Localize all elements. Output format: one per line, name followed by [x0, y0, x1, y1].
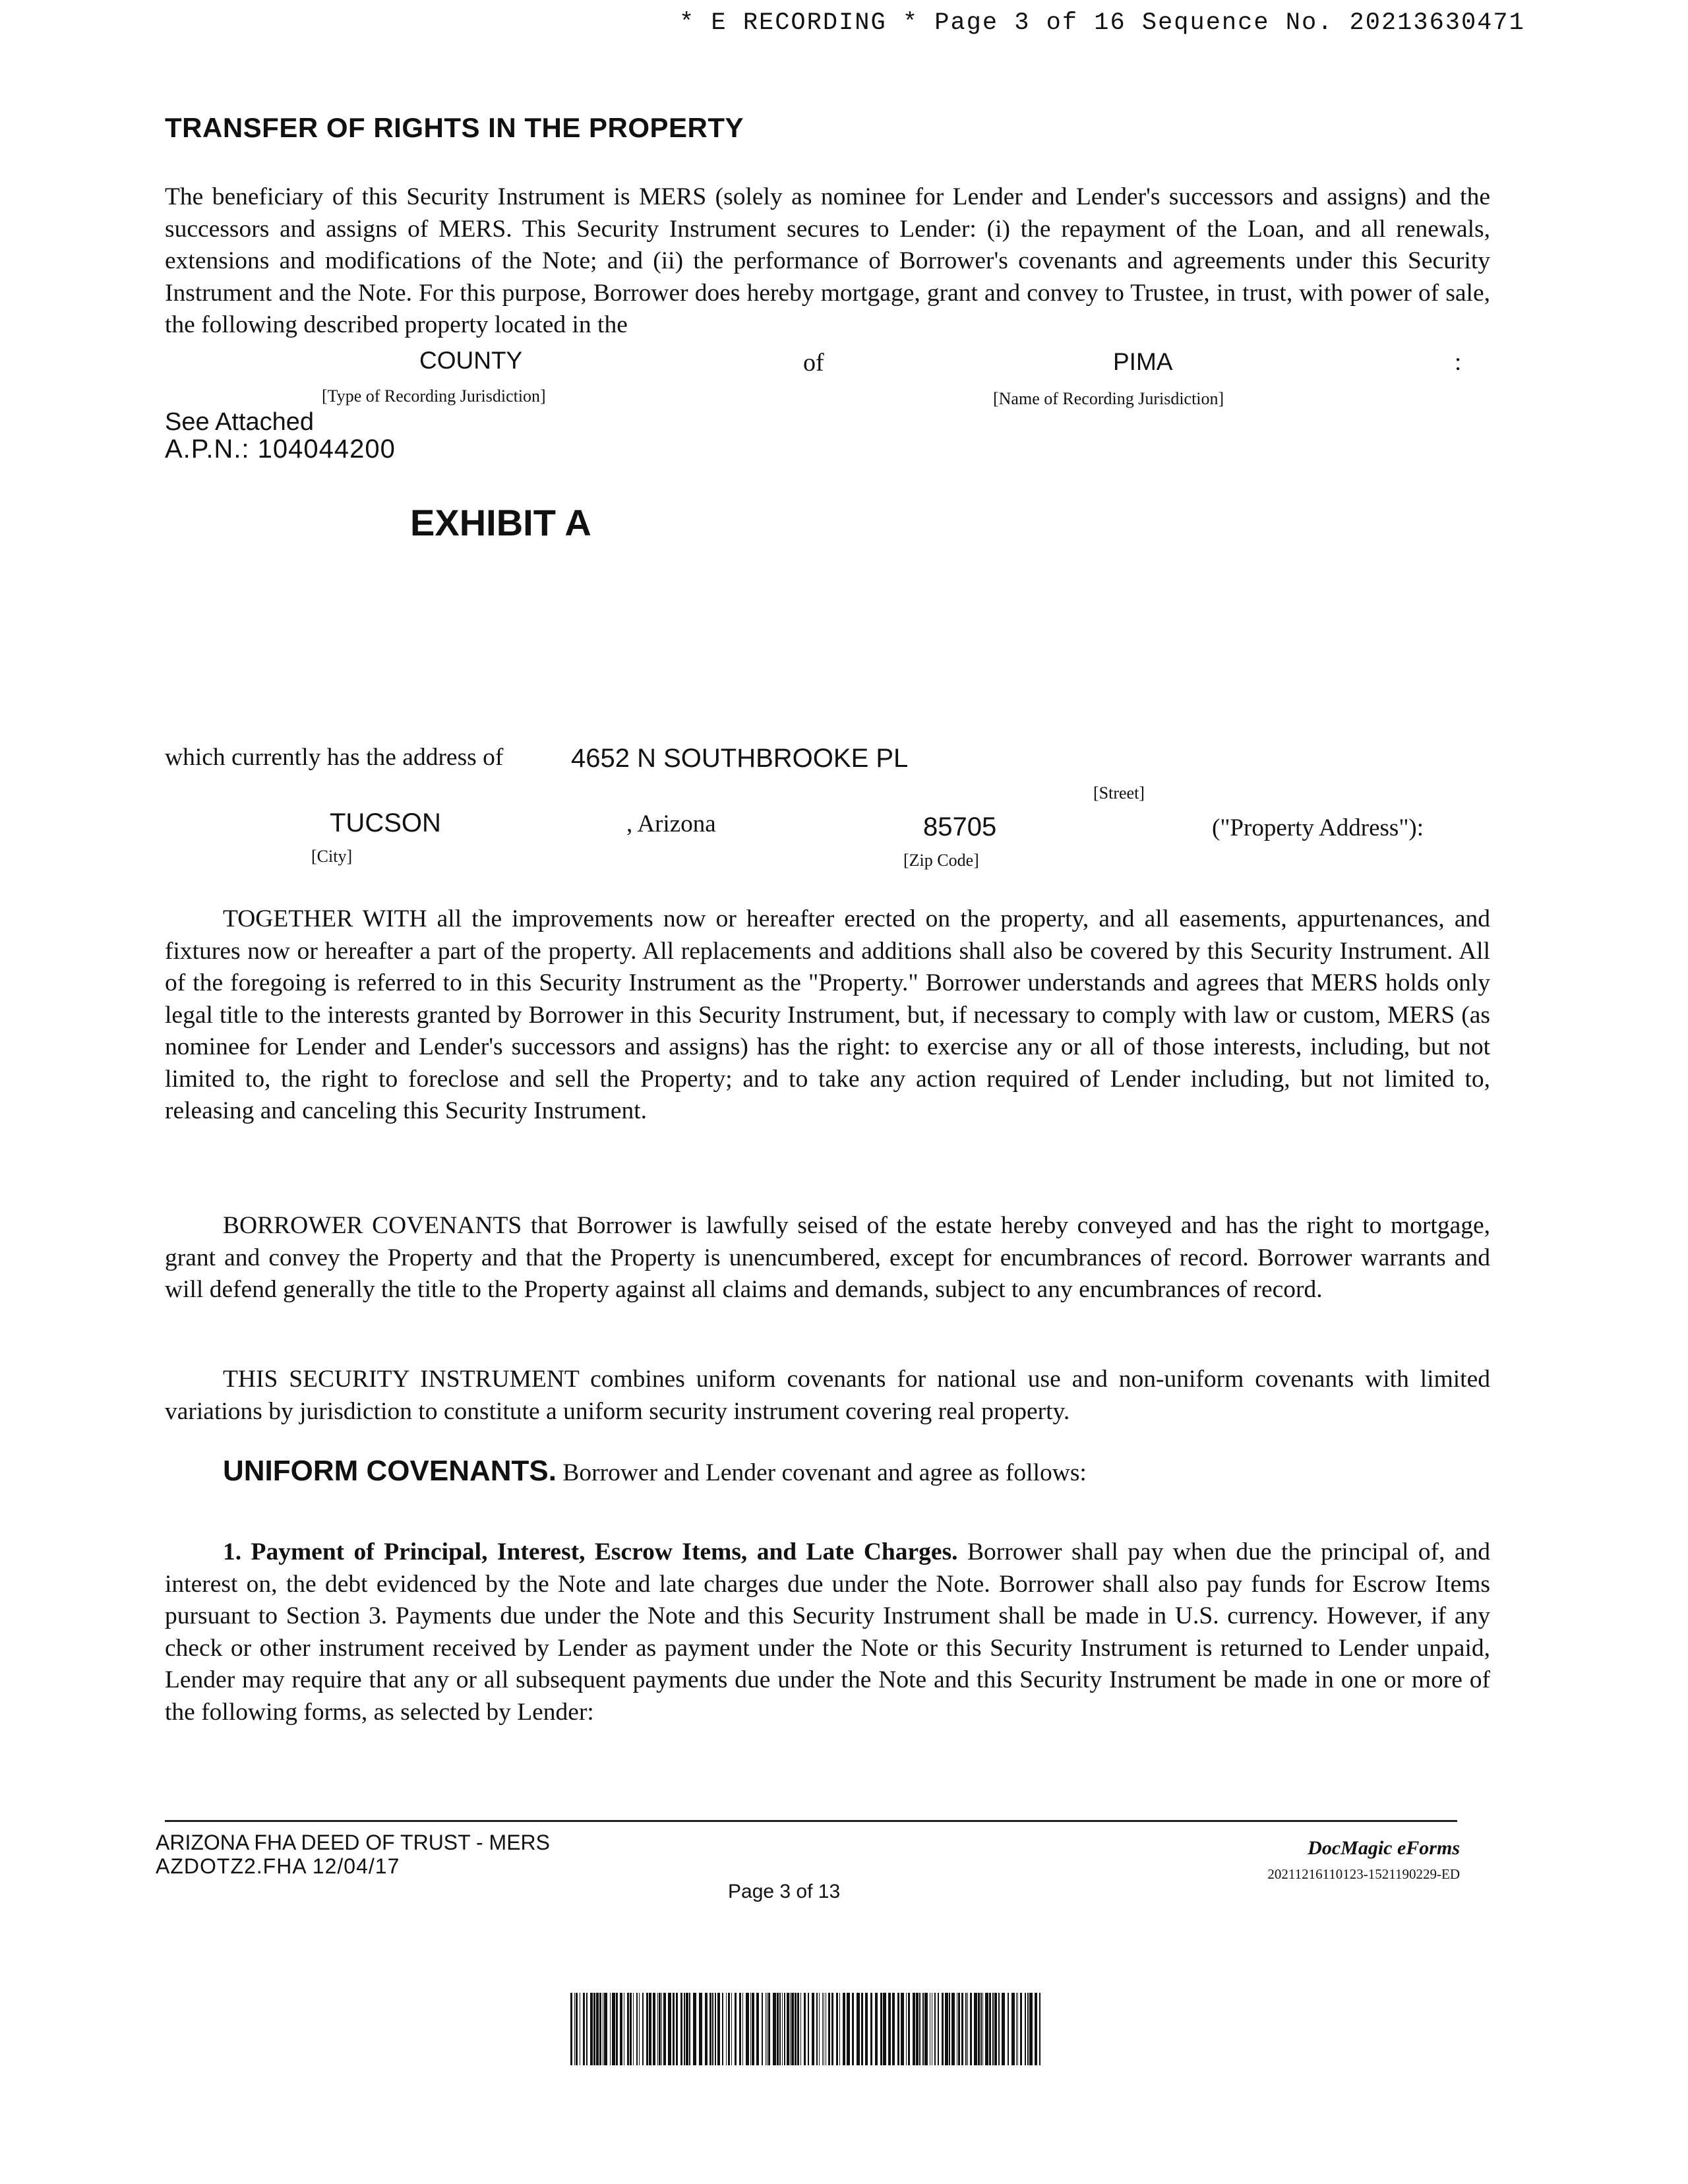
barcode-bar [717, 1993, 720, 2065]
jurisdiction-of: of [803, 349, 824, 377]
barcode-image [570, 1993, 1045, 2065]
barcode-bar [1002, 1993, 1005, 2065]
barcode-bar [831, 1993, 833, 2065]
barcode-bar [636, 1993, 638, 2065]
see-attached: See Attached [165, 408, 315, 436]
barcode-bar [574, 1993, 575, 2065]
footer-form-title: ARIZONA FHA DEED OF TRUST - MERS [156, 1831, 550, 1854]
barcode-bar [709, 1993, 711, 2065]
barcode-bar [712, 1993, 713, 2065]
address-state: , Arizona [626, 810, 716, 837]
barcode-bar [828, 1993, 830, 2065]
barcode-bar [627, 1993, 629, 2065]
intro-paragraph: The beneficiary of this Security Instrument is MERS (solely as nominee for Lender and Lender's successors and assigns) and the successors and assigns of MERS. This Security Instrument secures to Lender: (i) the repayment of the Loan, and all renewals, extensions and modifications of the Note; and (ii) the performance of Borrower's covenants and agreements under this Security Instrument and the Note. For this purpose, Borrower does hereby mortgage, grant and convey to Trustee, in trust, with power of sale, the following described property located in the [165, 183, 1490, 338]
barcode-bar [870, 1993, 872, 2065]
barcode-bar [795, 1993, 797, 2065]
payment-number: 1. [223, 1538, 242, 1565]
barcode-bar [967, 1993, 968, 2065]
barcode-bar [1008, 1993, 1009, 2065]
address-street: 4652 N SOUTHBROOKE PL [571, 744, 909, 773]
barcode-bar [804, 1993, 806, 2065]
barcode-bar [1020, 1993, 1022, 2065]
barcode-bar [922, 1993, 924, 2065]
barcode-bar [756, 1993, 759, 2065]
barcode-bar [777, 1993, 779, 2065]
recording-header: * E RECORDING * Page 3 of 16 Sequence No. 20213630471 [679, 9, 1525, 37]
barcode-bar [773, 1993, 776, 2065]
footer-doc-id: 20211216110123-1521190229-ED [1267, 1866, 1460, 1882]
barcode-bar [906, 1993, 907, 2065]
barcode-bar [852, 1993, 854, 2065]
exhibit-title: EXHIBIT A [410, 502, 591, 543]
barcode-bar [1016, 1993, 1017, 2065]
barcode-bar [684, 1993, 685, 2065]
barcode-bar [847, 1993, 850, 2065]
barcode-bar [593, 1993, 595, 2065]
barcode-bar [819, 1993, 820, 2065]
barcode-bar [916, 1993, 919, 2065]
barcode-bar [739, 1993, 741, 2065]
barcode-bar [649, 1993, 651, 2065]
uniform-covenants-heading: UNIFORM COVENANTS. [223, 1455, 557, 1487]
barcode-bar [779, 1993, 781, 2065]
barcode-bar [604, 1993, 607, 2065]
barcode-bar [599, 1993, 601, 2065]
barcode-bar [633, 1993, 634, 2065]
barcode-bar [974, 1993, 977, 2065]
security-instrument-paragraph: THIS SECURITY INSTRUMENT combines uniform covenants for national use and non-uniform covenants with limited variations by jurisdiction to constitute a uniform security instrument covering real property. [165, 1366, 1490, 1425]
together-with-paragraph: TOGETHER WITH all the improvements now or hereafter erected on the property, and all easements, appurtenances, and fixtures now or hereafter a part of the property. All replacements and additions shall also be covered by this Security Instrument. All of the foregoing is referred to in this Security Instrument as the "Property." Borrower understands and agrees that MERS holds only legal title to the interests granted by Borrower in this Security Instrument, but, if necessary to comply with law or custom, MERS (as nominee for Lender and Lender's successors and assigns) has the right: to exercise any or all of those interests, including, but not limited to, the right to foreclose and sell the Property; and to take any action required of Lender including, but not limited to, releasing and canceling this Security Instrument. [165, 905, 1490, 1124]
barcode-bar [784, 1993, 785, 2065]
barcode-bar [998, 1993, 1000, 2065]
barcode-bar [883, 1993, 886, 2065]
barcode-bar [880, 1993, 882, 2065]
barcode-bar [924, 1993, 928, 2065]
barcode-bar [642, 1993, 644, 2065]
barcode-bar [689, 1993, 690, 2065]
jurisdiction-type-value: COUNTY [419, 347, 523, 374]
payment-paragraph [165, 1536, 1490, 1728]
barcode-bar [970, 1993, 972, 2065]
barcode-bar [994, 1993, 997, 2065]
barcode-bar [791, 1993, 794, 2065]
barcode-bar [843, 1993, 845, 2065]
barcode-bar [908, 1993, 910, 2065]
barcode-bar [731, 1993, 732, 2065]
barcode-bar [620, 1993, 622, 2065]
docmagic-logo: DocMagic eForms [1308, 1837, 1460, 1859]
barcode-bar [752, 1993, 754, 2065]
jurisdiction-name-label: [Name of Recording Jurisdiction] [993, 389, 1224, 408]
barcode-bar [816, 1993, 818, 2065]
barcode-bar [676, 1993, 678, 2065]
barcode-bar [982, 1993, 983, 2065]
barcode-bar [616, 1993, 618, 2065]
barcode-bar [728, 1993, 730, 2065]
barcode-bar [790, 1993, 791, 2065]
barcode-bar [1029, 1993, 1033, 2065]
barcode-bar [888, 1993, 891, 2065]
barcode-bar [1011, 1993, 1015, 2065]
barcode-bar [586, 1993, 588, 2065]
barcode-bar [630, 1993, 632, 2065]
barcode-bar [857, 1993, 860, 2065]
barcode-bar [897, 1993, 899, 2065]
barcode-bar [639, 1993, 640, 2065]
barcode-bar [686, 1993, 688, 2065]
barcode-bar [726, 1993, 727, 2065]
barcode-bar [951, 1993, 955, 2065]
barcode-bar [1027, 1993, 1029, 2065]
barcode-bar [839, 1993, 840, 2065]
barcode-bar [1035, 1993, 1037, 2065]
barcode-bar [800, 1993, 801, 2065]
barcode-bar [938, 1993, 939, 2065]
barcode-bar [980, 1993, 982, 2065]
barcode-bar [653, 1993, 655, 2065]
barcode-bar [663, 1993, 666, 2065]
apn-number: A.P.N.: 104044200 [165, 435, 396, 464]
barcode-bar [812, 1993, 814, 2065]
barcode-bar [750, 1993, 751, 2065]
barcode-bar [822, 1993, 823, 2065]
barcode-bar [934, 1993, 936, 2065]
barcode-bar [782, 1993, 783, 2065]
barcode-bar [768, 1993, 770, 2065]
barcode-bar [961, 1993, 963, 2065]
barcode-bar [742, 1993, 743, 2065]
barcode-bar [673, 1993, 675, 2065]
barcode-bar [1039, 1993, 1040, 2065]
payment-text: Borrower shall pay when due the principal of, and interest on, the debt evidenced by the Note and late charges due under the Note. Borrower shall also pay funds for Escrow Items pursuant to Section 3. Payments due under the Note and this Security Instrument shall be made in U.S. currency. However, if any check or other instrument received by Lender as payment under the Note or this Security Instrument is returned to Lender unpaid, Lender may require that any or all subsequent payments due under the Note and this Security Instrument be made in one or more of the following forms, as selected by Lender: [165, 1538, 1491, 1726]
address-prefix: which currently has the address of [165, 744, 504, 771]
city-label: [City] [311, 847, 353, 866]
barcode-bar [913, 1993, 915, 2065]
address-zip: 85705 [923, 812, 997, 841]
barcode-bar [762, 1993, 763, 2065]
barcode-bar [992, 1993, 994, 2065]
barcode-bar [985, 1993, 988, 2065]
barcode-bar [836, 1993, 838, 2065]
barcode-bar [699, 1993, 702, 2065]
barcode-bar [693, 1993, 696, 2065]
property-address-suffix: ("Property Address"): [1212, 814, 1424, 841]
barcode-bar [767, 1993, 768, 2065]
barcode-bar [668, 1993, 671, 2065]
barcode-bar [949, 1993, 950, 2065]
barcode-bar [892, 1993, 895, 2065]
barcode-bar [657, 1993, 658, 2065]
zip-label: [Zip Code] [903, 851, 979, 870]
barcode-bar [646, 1993, 648, 2065]
barcode-bar [596, 1993, 599, 2065]
barcode-bar [1025, 1993, 1026, 2065]
barcode-bar [797, 1993, 799, 2065]
uniform-covenants-line [223, 1455, 1087, 1488]
barcode-bar [576, 1993, 578, 2065]
uniform-covenants-text: Borrower and Lender covenant and agree as follows: [562, 1459, 1087, 1486]
jurisdiction-type-label: [Type of Recording Jurisdiction] [322, 386, 546, 406]
barcode-bar [945, 1993, 948, 2065]
barcode-bar [705, 1993, 708, 2065]
barcode-bar [590, 1993, 593, 2065]
jurisdiction-name-value: PIMA [1113, 348, 1173, 375]
barcode-bar [661, 1993, 662, 2065]
barcode-bar [715, 1993, 716, 2065]
barcode-bar [1017, 1993, 1018, 2065]
barcode-bar [919, 1993, 920, 2065]
barcode-bar [965, 1993, 967, 2065]
payment-heading: Payment of Principal, Interest, Escrow Items, and Late Charges. [251, 1538, 958, 1565]
jurisdiction-colon: : [1455, 349, 1462, 376]
barcode-bar [787, 1993, 789, 2065]
barcode-bar [978, 1993, 980, 2065]
barcode-bar [659, 1993, 661, 2065]
barcode-bar [583, 1993, 585, 2065]
barcode-bar [865, 1993, 868, 2065]
barcode-bar [680, 1993, 682, 2065]
footer-form-code: AZDOTZ2.FHA 12/04/17 [156, 1854, 400, 1878]
footer-page-number: Page 3 of 13 [728, 1881, 841, 1902]
address-city: TUCSON [330, 808, 441, 837]
barcode-bar [875, 1993, 878, 2065]
barcode-bar [612, 1993, 615, 2065]
barcode-bar [746, 1993, 749, 2065]
barcode-bar [610, 1993, 611, 2065]
barcode-bar [808, 1993, 809, 2065]
section-title: TRANSFER OF RIGHTS IN THE PROPERTY [165, 112, 744, 143]
footer-rule [165, 1820, 1457, 1822]
barcode-bar [722, 1993, 723, 2065]
barcode-bar [735, 1993, 737, 2065]
barcode-bar [901, 1993, 904, 2065]
barcode-bar [942, 1993, 944, 2065]
street-label: [Street] [1093, 783, 1145, 803]
barcode-bar [570, 1993, 572, 2065]
barcode-bar [958, 1993, 960, 2065]
barcode-bar [861, 1993, 863, 2065]
barcode-bar [989, 1993, 991, 2065]
borrower-covenants-paragraph: BORROWER COVENANTS that Borrower is lawfully seised of the estate hereby conveyed and has the right to mortgage, grant and convey the Property and that the Property is unencumbered, except for encumbrances of record. Borrower warrants and will defend generally the title to the Property against all claims and demands, subject to any encumbrances of record. [165, 1212, 1490, 1303]
